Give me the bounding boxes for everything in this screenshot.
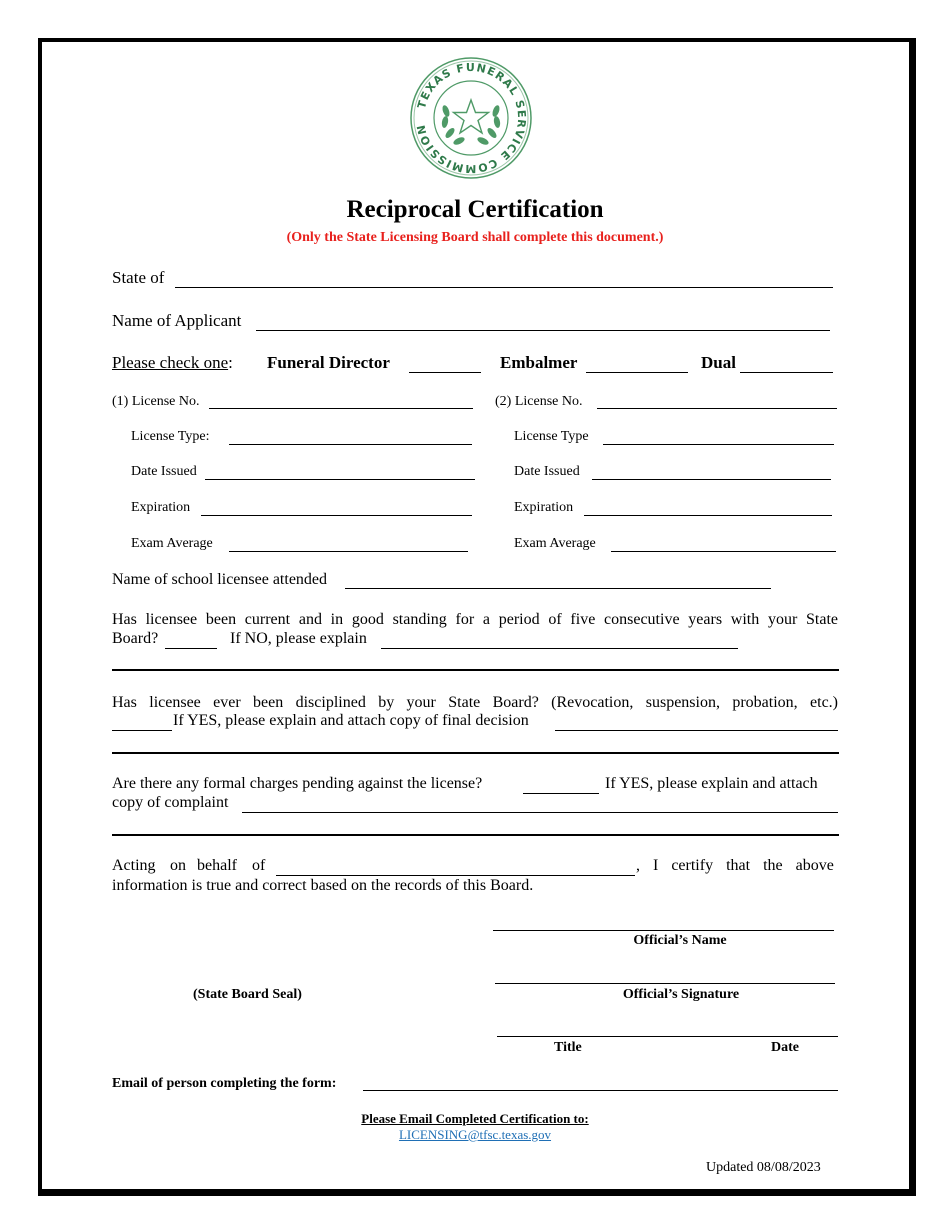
certify-text: , I certify that the above (636, 857, 834, 874)
official-signature-label: Official’s Signature (622, 987, 740, 1002)
question-1-line-1: Has licensee been current and in good standing for a period of five consecutive years with your State (112, 611, 838, 628)
license-1-type-field[interactable] (229, 444, 472, 445)
license-1-issued-label: Date Issued (131, 464, 197, 479)
license-1-issued-field[interactable] (205, 479, 475, 480)
question-1-answer-field[interactable] (165, 648, 217, 649)
email-label: Email of person completing the form: (112, 1076, 337, 1091)
check-one-label (112, 353, 233, 373)
certify-on-word: on (170, 857, 186, 874)
official-name-field[interactable] (493, 930, 834, 931)
state-of-label: State of (112, 268, 165, 287)
question-1-explain-rule[interactable] (112, 669, 839, 671)
license-2-type-field[interactable] (603, 444, 834, 445)
question-1-explain-field[interactable] (381, 648, 738, 649)
page-subtitle: (Only the State Licensing Board shall complete this document.) (286, 230, 664, 245)
official-name-label: Official’s Name (633, 933, 727, 948)
question-3-text: Are there any formal charges pending against the license? (112, 775, 483, 792)
question-3-explain-field[interactable] (242, 812, 838, 813)
seal-text: TEXAS FUNERAL SERVICE COMMISSION (414, 60, 529, 176)
license-2-exam-field[interactable] (611, 551, 836, 552)
question-2-line-1: Has licensee ever been disciplined by your State Board? (Revocation, suspension, probation, etc.) (112, 694, 838, 711)
state-board-seal-label: (State Board Seal) (193, 987, 302, 1002)
license-2-expiration-label: Expiration (514, 500, 574, 515)
title-label: Title (554, 1040, 582, 1055)
license-2-issued-label: Date Issued (514, 464, 580, 479)
check-one-colon: : (228, 353, 233, 372)
name-of-applicant-label: Name of Applicant (112, 311, 242, 330)
license-2-expiration-field[interactable] (584, 515, 832, 516)
certify-behalf-word: behalf (197, 857, 237, 874)
question-1-board-label: Board? (112, 630, 159, 647)
license-2-number-field[interactable] (597, 408, 837, 409)
option-dual-label: Dual (701, 353, 736, 372)
license-1-number-field[interactable] (209, 408, 473, 409)
certify-acting-word: Acting (112, 857, 156, 874)
page-title: Reciprocal Certification (346, 196, 604, 223)
question-2-explain-rule[interactable] (112, 752, 839, 754)
option-embalmer-field[interactable] (586, 372, 688, 373)
email-instruction: Please Email Completed Certification to: (361, 1111, 589, 1126)
school-field[interactable] (345, 588, 771, 589)
certify-board-name-field[interactable] (276, 875, 635, 876)
license-1-type-label: License Type: (131, 429, 210, 444)
question-2-if-yes-label: If YES, please explain and attach copy of final decision (173, 712, 529, 729)
question-3-copy-label: copy of complaint (112, 794, 229, 811)
date-label: Date (771, 1040, 799, 1055)
option-embalmer-label: Embalmer (500, 353, 578, 372)
question-1-if-no-label: If NO, please explain (230, 630, 367, 647)
name-of-applicant-field[interactable] (256, 330, 830, 331)
question-3-explain-rule[interactable] (112, 834, 839, 836)
state-of-field[interactable] (175, 287, 833, 288)
license-1-number-label: (1) License No. (112, 394, 200, 409)
question-3-answer-field[interactable] (523, 793, 599, 794)
question-2-answer-field[interactable] (112, 730, 172, 731)
license-1-expiration-field[interactable] (201, 515, 472, 516)
license-1-expiration-label: Expiration (131, 500, 191, 515)
certify-line-2: information is true and correct based on the records of this Board. (112, 877, 534, 894)
license-1-exam-field[interactable] (229, 551, 468, 552)
official-signature-field[interactable] (495, 983, 835, 984)
texas-funeral-service-commission-seal (409, 56, 533, 180)
license-2-type-label: License Type (514, 429, 589, 444)
certify-of-word: of (252, 857, 266, 874)
updated-date: Updated 08/08/2023 (706, 1160, 821, 1175)
option-funeral-director-label: Funeral Director (267, 353, 390, 372)
licensing-email-link[interactable]: LICENSING@tfsc.texas.gov (398, 1127, 552, 1142)
option-dual-field[interactable] (740, 372, 833, 373)
license-2-number-label: (2) License No. (495, 394, 583, 409)
license-1-exam-label: Exam Average (131, 536, 213, 551)
title-date-field[interactable] (497, 1036, 838, 1037)
email-field[interactable] (363, 1090, 838, 1091)
school-label: Name of school licensee attended (112, 571, 328, 588)
question-3-if-yes-label: If YES, please explain and attach (605, 775, 818, 792)
check-one-text: Please check one (112, 353, 229, 372)
license-2-issued-field[interactable] (592, 479, 831, 480)
option-funeral-director-field[interactable] (409, 372, 481, 373)
question-2-explain-field[interactable] (555, 730, 838, 731)
email-link-wrapper (0, 1127, 950, 1143)
license-2-exam-label: Exam Average (514, 536, 596, 551)
